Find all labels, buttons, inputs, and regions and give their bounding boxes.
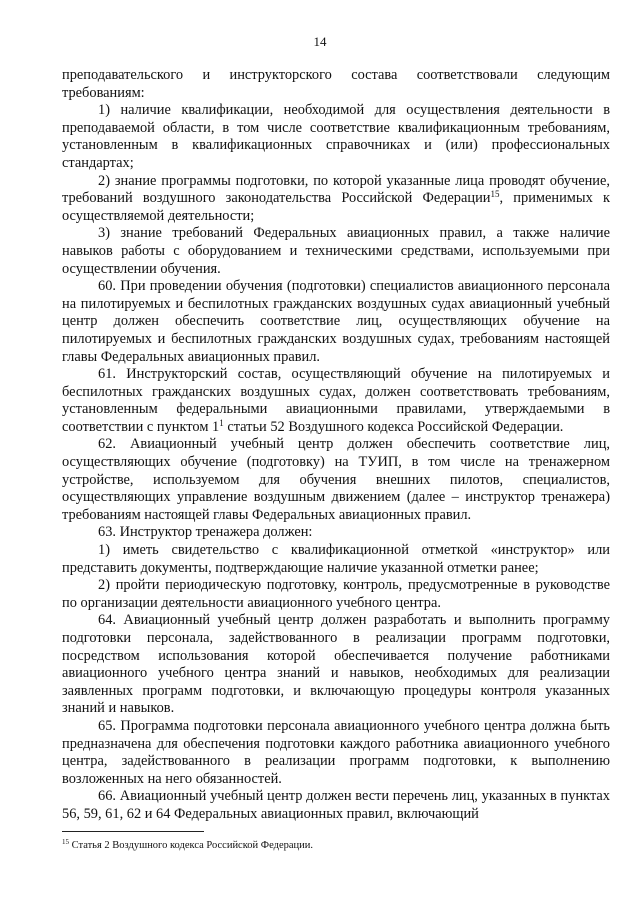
paragraph: 63. Инструктор тренажера должен: <box>98 524 313 541</box>
body-text <box>62 67 610 824</box>
paragraph: 62. Авиационный учебный центр должен обеспечить соответствие лиц, осуществляющих обучение (подготовку) на ТУИП, в том числе на тренажерном устройстве, используемом для обучения внешних пилотов, специалистов, осуществляющих управление воздушным движением (далее – инструктор тренажера) требованиям настоящей главы Федеральных авиационных правил. <box>62 436 610 523</box>
paragraph: 64. Авиационный учебный центр должен разработать и выполнить программу подготовки персонала, задействованного в реализации программ подготовки, посредством использования которой обеспечивается получение работниками авиационного учебного центра знаний и навыков, необходимых для реализации заявленных программ подготовки, и включающую процедуры контроля указанных знаний и навыков. <box>62 612 610 717</box>
paragraph: 2) знание программы подготовки, по которой указанные лица проводят обучение, требований воздушного законодательства Российской Федерации$^{15}$, применимых к осуществляемой деятельности; <box>62 172 610 224</box>
footnote-reference: 15 <box>490 189 500 200</box>
footnote-mark: 15 <box>62 838 69 846</box>
paragraph: 60. При проведении обучения (подготовки) специалистов авиационного персонала на пилотируемых и беспилотных гражданских воздушных судах авиационный учебный центр должен обеспечить соответствие лиц, осуществляющих обучение на пилотируемых и беспилотных гражданских воздушных судах, требованиям настоящей главы Федеральных авиационных правил. <box>62 278 610 365</box>
paragraph: преподавательского и инструкторского состава соответствовали следующим требованиям: <box>62 67 610 101</box>
paragraph: 3) знание требований Федеральных авиационных правил, а также наличие навыков работы с оборудованием и техническими средствами, используемыми при осуществлении обучения. <box>62 225 610 277</box>
footnote: $^{15}$ Статья 2 Воздушного кодекса Российской Федерации. <box>62 838 313 851</box>
paragraph: 65. Программа подготовки персонала авиационного учебного центра должна быть предназначена для обеспечения подготовки каждого работника авиационного учебного центра, задействованного в реализации программ подготовки, к выполнению возложенных на него обязанностей. <box>62 717 610 787</box>
superscript: 1 <box>219 417 224 428</box>
paragraph: 1) наличие квалификации, необходимой для осуществления деятельности в преподаваемой области, в том числе соответствие квалификационным требованиям, установленным в квалификационных справочниках и (или) профессиональных стандартах; <box>62 102 610 171</box>
paragraph: 61. Инструкторский состав, осуществляющий обучение на пилотируемых и беспилотных гражданских воздушных судах, должен соответствовать требованиям, установленным федеральными авиационными правилами, утверждаемыми в соответствии с пунктом $1^1$ статьи 52 Воздушного кодекса Российской Федерации. <box>62 366 610 435</box>
page-number: 14 <box>313 34 327 49</box>
paragraph: 2) пройти периодическую подготовку, контроль, предусмотренные в руководстве по организации деятельности авиационного учебного центра. <box>62 577 610 611</box>
paragraph: 1) иметь свидетельство с квалификационной отметкой «инструктор» или представить документы, подтверждающие наличие указанной отметки ранее; <box>62 542 610 576</box>
paragraph: 66. Авиационный учебный центр должен вести перечень лиц, указанных в пунктах 56, 59, 61, 62 и 64 Федеральных авиационных правил, включающий <box>62 788 610 822</box>
footnote-divider <box>62 831 204 832</box>
